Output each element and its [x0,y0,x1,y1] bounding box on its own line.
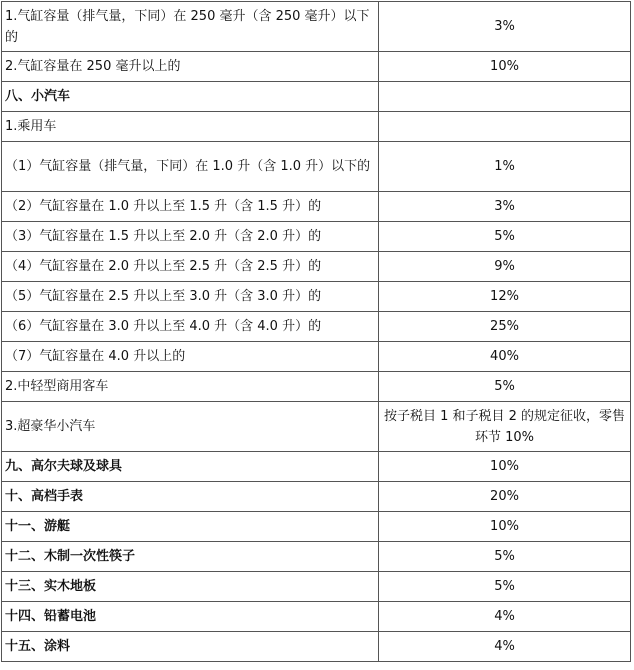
tax-rate-cell: 10% [379,512,631,542]
tax-rate-cell: 12% [379,282,631,312]
tax-item-cell: 十一、游艇 [2,512,379,542]
tax-rate-cell: 40% [379,342,631,372]
tax-rate-cell: 10% [379,52,631,82]
tax-item-cell: （7）气缸容量在 4.0 升以上的 [2,342,379,372]
tax-item-cell: （5）气缸容量在 2.5 升以上至 3.0 升（含 3.0 升）的 [2,282,379,312]
tax-rate-cell: 3% [379,2,631,52]
tax-item-cell: 十三、实木地板 [2,572,379,602]
tax-item-cell: 十五、涂料 [2,632,379,662]
tax-item-cell: 九、高尔夫球及球具 [2,452,379,482]
tax-rate-cell: 25% [379,312,631,342]
tax-item-cell: （6）气缸容量在 3.0 升以上至 4.0 升（含 4.0 升）的 [2,312,379,342]
tax-item-cell: （1）气缸容量（排气量，下同）在 1.0 升（含 1.0 升）以下的 [2,142,379,192]
table-row [2,112,631,142]
tax-rate-cell: 1% [379,142,631,192]
tax-item-cell: 十四、铅蓄电池 [2,602,379,632]
tax-item-cell: （3）气缸容量在 1.5 升以上至 2.0 升（含 2.0 升）的 [2,222,379,252]
tax-item-cell: 十二、木制一次性筷子 [2,542,379,572]
tax-rate-table [1,1,631,662]
tax-item-cell: （4）气缸容量在 2.0 升以上至 2.5 升（含 2.5 升）的 [2,252,379,282]
table-row [2,252,631,282]
tax-item-cell: 1.乘用车 [2,112,379,142]
table-row [2,512,631,542]
table-row [2,282,631,312]
table-row [2,342,631,372]
table-row [2,52,631,82]
table-row [2,602,631,632]
tax-rate-cell: 按子税目 1 和子税目 2 的规定征收，零售环节 10% [379,402,631,452]
table-row [2,372,631,402]
tax-rate-cell: 5% [379,372,631,402]
tax-rate-cell: 3% [379,192,631,222]
tax-rate-cell: 5% [379,222,631,252]
table-row [2,222,631,252]
table-row [2,192,631,222]
tax-rate-cell: 9% [379,252,631,282]
table-row [2,2,631,52]
tax-item-cell: 十、高档手表 [2,482,379,512]
table-row [2,452,631,482]
tax-rate-cell [379,82,631,112]
table-row [2,572,631,602]
tax-rate-cell: 4% [379,632,631,662]
table-body [2,2,631,662]
table-row [2,82,631,112]
tax-item-cell: （2）气缸容量在 1.0 升以上至 1.5 升（含 1.5 升）的 [2,192,379,222]
table-row [2,312,631,342]
table-row [2,542,631,572]
tax-item-cell: 八、小汽车 [2,82,379,112]
table-row [2,482,631,512]
tax-item-cell: 2.中轻型商用客车 [2,372,379,402]
table-row [2,402,631,452]
tax-rate-cell: 20% [379,482,631,512]
tax-item-cell: 2.气缸容量在 250 毫升以上的 [2,52,379,82]
tax-rate-cell: 4% [379,602,631,632]
tax-rate-cell: 5% [379,542,631,572]
tax-rate-cell [379,112,631,142]
table-row [2,632,631,662]
tax-item-cell: 1.气缸容量（排气量，下同）在 250 毫升（含 250 毫升）以下的 [2,2,379,52]
table-row [2,142,631,192]
tax-rate-cell: 5% [379,572,631,602]
tax-rate-cell: 10% [379,452,631,482]
tax-item-cell: 3.超豪华小汽车 [2,402,379,452]
